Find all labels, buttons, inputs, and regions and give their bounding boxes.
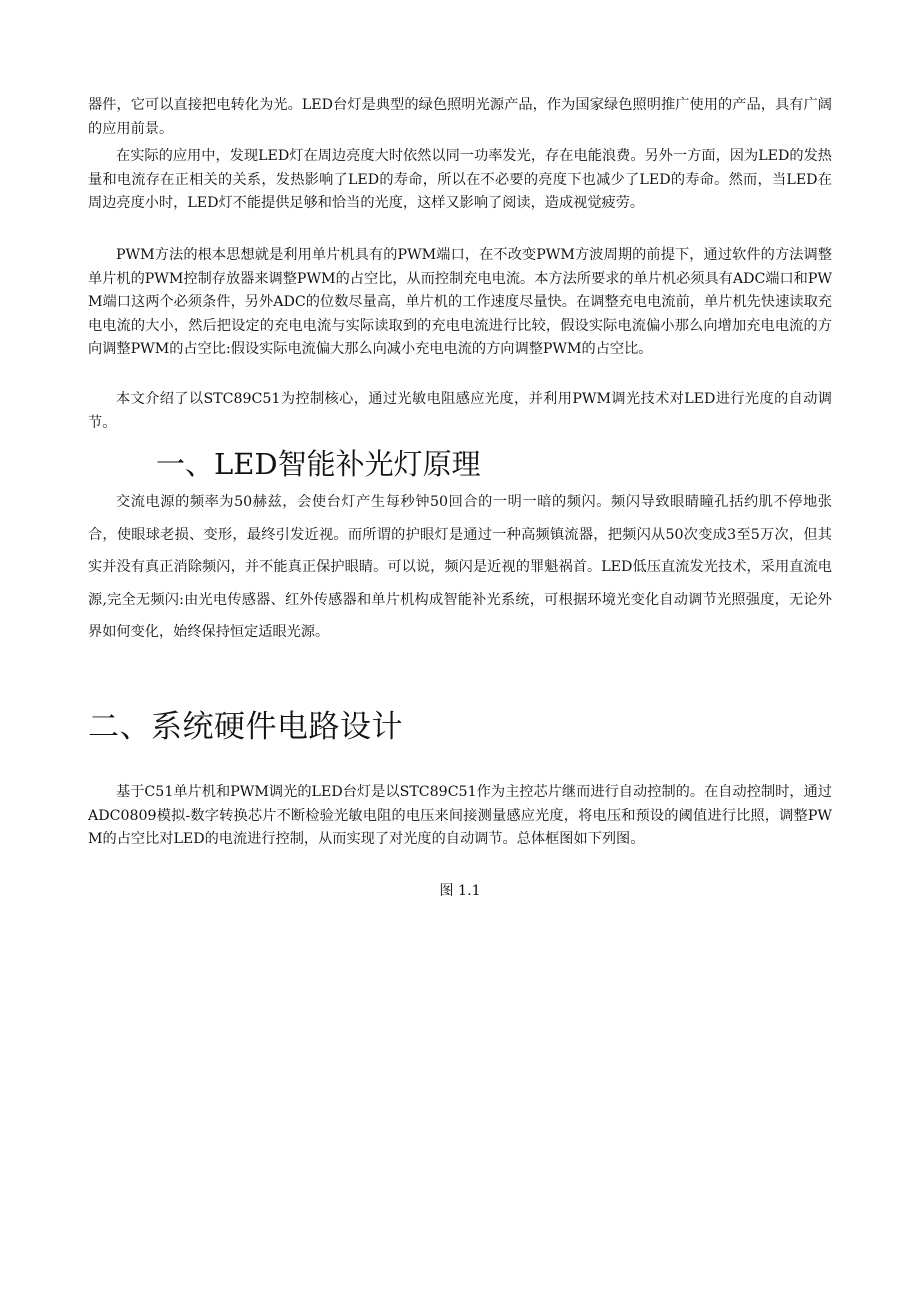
intro-paragraph-energy-waste: 在实际的应用中，发现LED灯在周边亮度大时依然以同一功率发光，存在电能浪费。另外一方面，因为LED的发热量和电流存在正相关的关系，发热影响了LED的寿命，所以在不必要的亮度下也减少了LED的寿命。然而，当LED在周边亮度小时，LED灯不能提供足够和恰当的光度，这样又影响了阅读，造成视觉疲劳。 bbox=[88, 148, 832, 212]
figure-caption: 图 1.1 bbox=[439, 883, 481, 899]
section2-paragraph: 基于C51单片机和PWM调光的LED台灯是以STC89C51作为主控芯片继而进行自动控制的。在自动控制时，通过ADC0809模拟-数字转换芯片不断检验光敏电阻的电压来间接测量感应光度，将电压和预设的阈值进行比照，调整PWM的占空比对LED的电流进行控制，从而实现了对光度的自动调节。总体框图如下列图。 bbox=[88, 784, 832, 848]
intro-paragraph-continuation: 器件，它可以直接把电转化为光。LED台灯是典型的绿色照明光源产品，作为国家绿色照明推广使用的产品，具有广阔的应用前景。 bbox=[88, 97, 832, 137]
section-heading-led-principle: 一、LED智能补光灯原理 bbox=[156, 447, 481, 481]
section1-paragraph: 交流电源的频率为50赫兹，会使台灯产生每秒钟50回合的一明一暗的频闪。频闪导致眼睛瞳孔括约肌不停地张合，使眼球老损、变形，最终引发近视。而所谓的护眼灯是通过一种高频镇流器，把频闪从50次变成3至5万次，但其实并没有真正消除频闪，并不能真正保护眼睛。可以说，频闪是近视的罪魁祸首。LED低压直流发光技术，采用直流电源,完全无频闪:由光电传感器、红外传感器和单片机构成智能补光系统，可根据环境光变化自动调节光照强度，无论外界如何变化，始终保持恒定适眼光源。 bbox=[88, 494, 832, 641]
section-heading-hardware-design: 二、系统硬件电路设计 bbox=[88, 709, 403, 745]
intro-paragraph-summary: 本文介绍了以STC89C51为控制核心，通过光敏电阻感应光度，并利用PWM调光技术对LED进行光度的自动调节。 bbox=[88, 391, 832, 431]
intro-paragraph-pwm-method: PWM方法的根本思想就是利用单片机具有的PWM端口，在不改变PWM方波周期的前提下，通过软件的方法调整单片机的PWM控制存放器来调整PWM的占空比，从而控制充电电流。本方法所要求的单片机必须具有ADC端口和PWM端口这两个必须条件，另外ADC的位数尽量高，单片机的工作速度尽量快。在调整充电电流前，单片机先快速读取充电电流的大小，然后把设定的充电电流与实际读取到的充电电流进行比较，假设实际电流偏小那么向增加充电电流的方向调整PWM的占空比:假设实际电流偏大那么向减小充电电流的方向调整PWM的占空比。 bbox=[88, 247, 832, 358]
